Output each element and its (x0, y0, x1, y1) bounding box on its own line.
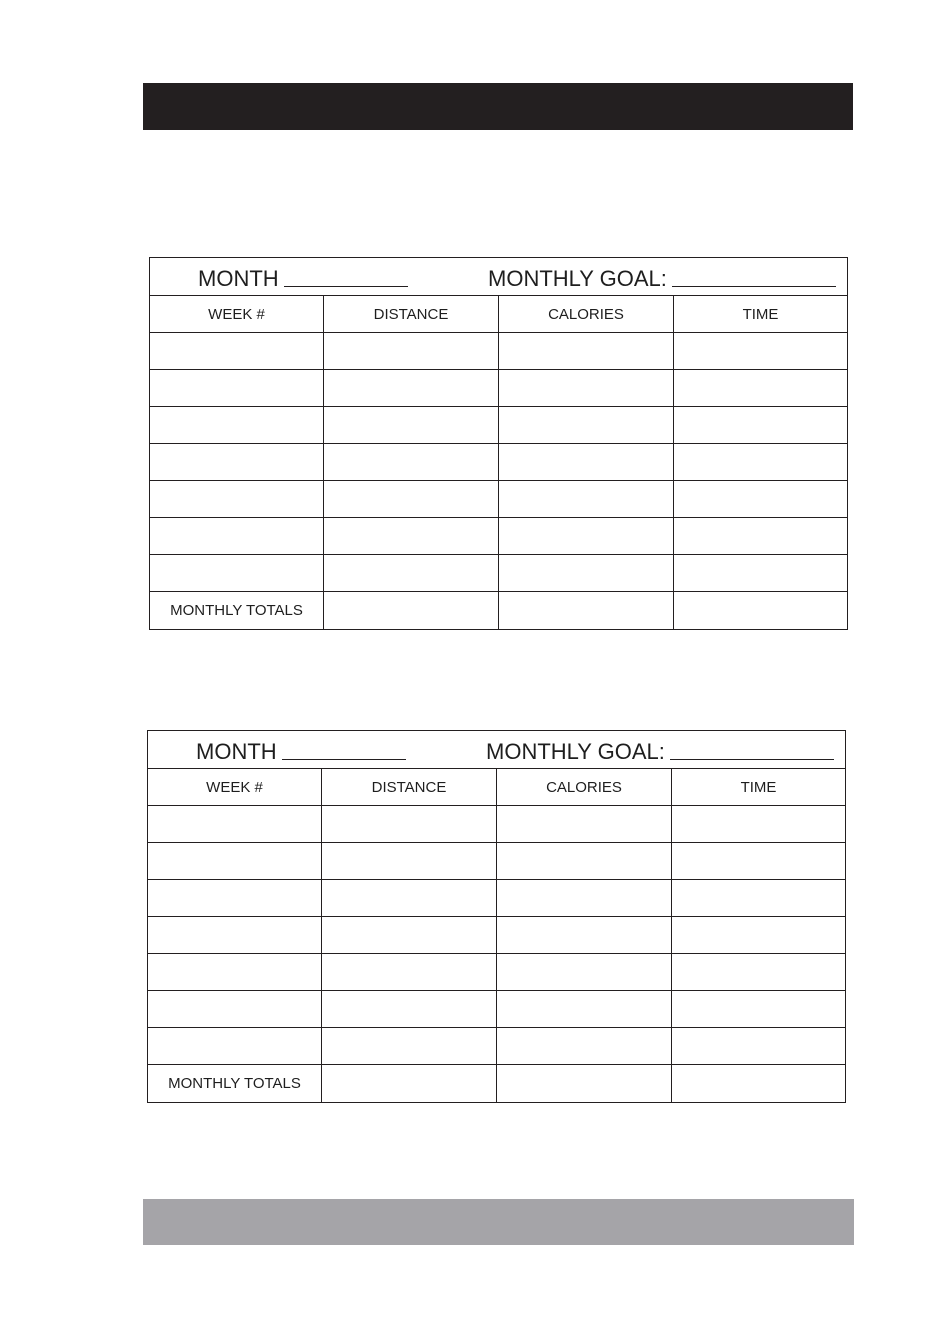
week-row-distance-cell (324, 370, 499, 407)
week-row-time-cell (674, 518, 847, 555)
week-row-calories-cell (499, 518, 674, 555)
week-row-week-cell (150, 407, 324, 444)
week-row-calories-cell (497, 917, 672, 954)
week-row-distance-cell (324, 481, 499, 518)
week-row-week-cell (148, 991, 322, 1028)
monthly-goal-label: MONTHLY GOAL: (488, 266, 667, 291)
monthly-goal-write-line (670, 759, 834, 760)
week-row-distance-cell (324, 555, 499, 592)
week-row-time-cell (674, 481, 847, 518)
week-row-calories-cell (497, 843, 672, 880)
column-header-week: WEEK # (148, 769, 322, 806)
monthly-log-table-2 (147, 730, 846, 1103)
total-time-cell (672, 1065, 845, 1102)
week-row-week-cell (150, 333, 324, 370)
week-row-time-cell (674, 444, 847, 481)
column-header-calories: CALORIES (497, 769, 672, 806)
monthly-log-table-1 (149, 257, 848, 630)
week-row-calories-cell (499, 333, 674, 370)
week-row-calories-cell (497, 991, 672, 1028)
table-title-row (150, 258, 847, 296)
log-grid (150, 296, 847, 629)
column-header-time: TIME (672, 769, 845, 806)
week-row-calories-cell (497, 954, 672, 991)
week-row-week-cell (148, 917, 322, 954)
column-header-distance: DISTANCE (324, 296, 499, 333)
week-row-distance-cell (324, 518, 499, 555)
week-row-week-cell (148, 1028, 322, 1065)
week-row-time-cell (674, 555, 847, 592)
week-row-week-cell (148, 806, 322, 843)
week-row-distance-cell (324, 407, 499, 444)
week-row-week-cell (150, 481, 324, 518)
column-header-week: WEEK # (150, 296, 324, 333)
column-header-time: TIME (674, 296, 847, 333)
week-row-distance-cell (322, 954, 497, 991)
week-row-distance-cell (322, 843, 497, 880)
footer-bar (143, 1199, 854, 1245)
week-row-time-cell (674, 407, 847, 444)
column-header-calories: CALORIES (499, 296, 674, 333)
monthly-totals-label: MONTHLY TOTALS (150, 592, 324, 629)
week-row-time-cell (672, 1028, 845, 1065)
monthly-goal-label: MONTHLY GOAL: (486, 739, 665, 764)
monthly-totals-label: MONTHLY TOTALS (148, 1065, 322, 1102)
column-header-distance: DISTANCE (322, 769, 497, 806)
week-row-week-cell (150, 370, 324, 407)
week-row-distance-cell (322, 1028, 497, 1065)
week-row-distance-cell (324, 333, 499, 370)
week-row-calories-cell (499, 370, 674, 407)
total-distance-cell (322, 1065, 497, 1102)
week-row-distance-cell (322, 991, 497, 1028)
week-row-week-cell (148, 880, 322, 917)
week-row-time-cell (672, 880, 845, 917)
month-label: MONTH (196, 739, 277, 764)
week-row-week-cell (150, 444, 324, 481)
week-row-time-cell (672, 917, 845, 954)
week-row-time-cell (672, 843, 845, 880)
week-row-calories-cell (497, 880, 672, 917)
week-row-time-cell (674, 370, 847, 407)
total-calories-cell (499, 592, 674, 629)
week-row-distance-cell (324, 444, 499, 481)
week-row-calories-cell (499, 555, 674, 592)
week-row-calories-cell (497, 806, 672, 843)
month-write-line (284, 286, 408, 287)
week-row-calories-cell (499, 481, 674, 518)
table-title-row (148, 731, 845, 769)
week-row-calories-cell (497, 1028, 672, 1065)
week-row-distance-cell (322, 880, 497, 917)
month-write-line (282, 759, 406, 760)
week-row-week-cell (150, 555, 324, 592)
header-bar (143, 83, 853, 130)
week-row-calories-cell (499, 407, 674, 444)
total-calories-cell (497, 1065, 672, 1102)
total-time-cell (674, 592, 847, 629)
week-row-time-cell (674, 333, 847, 370)
month-label: MONTH (198, 266, 279, 291)
week-row-week-cell (148, 843, 322, 880)
week-row-calories-cell (499, 444, 674, 481)
total-distance-cell (324, 592, 499, 629)
week-row-time-cell (672, 991, 845, 1028)
week-row-week-cell (150, 518, 324, 555)
week-row-time-cell (672, 954, 845, 991)
week-row-week-cell (148, 954, 322, 991)
log-grid (148, 769, 845, 1102)
monthly-goal-write-line (672, 286, 836, 287)
week-row-distance-cell (322, 917, 497, 954)
week-row-distance-cell (322, 806, 497, 843)
week-row-time-cell (672, 806, 845, 843)
